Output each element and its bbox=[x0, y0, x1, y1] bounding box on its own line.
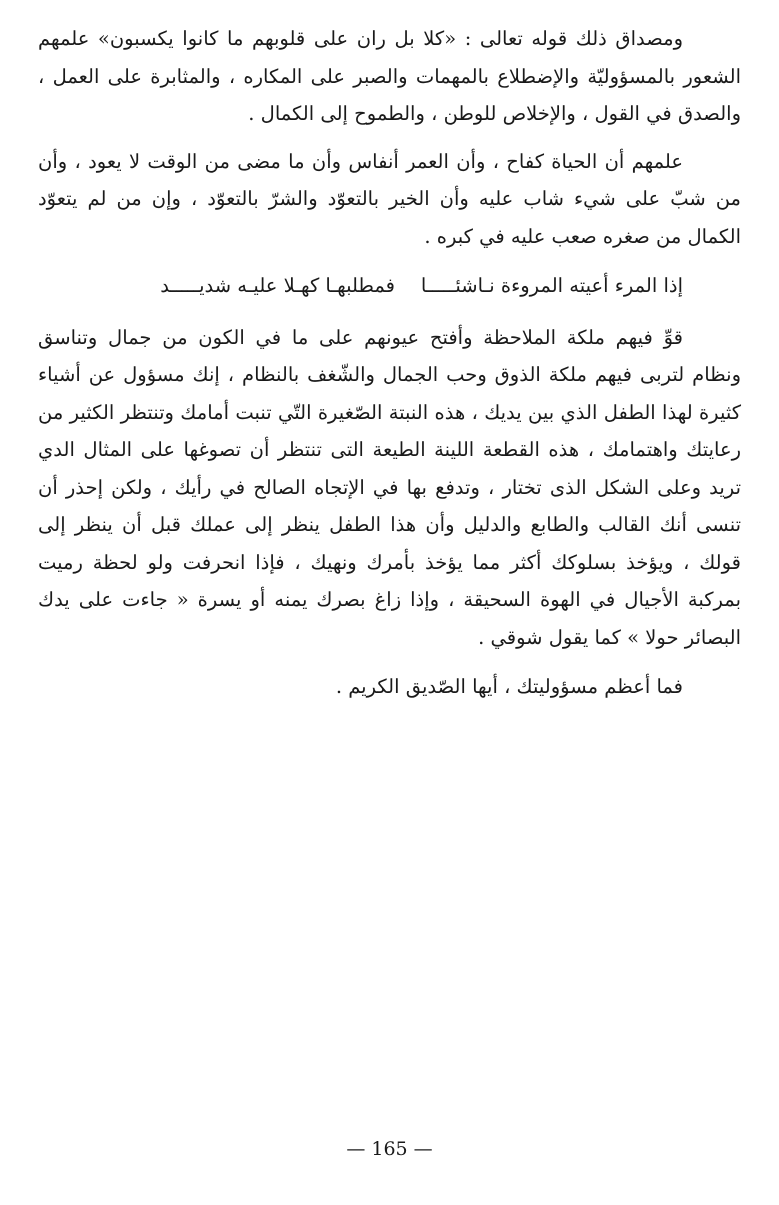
paragraph-1: ومصداق ذلك قوله تعالى : «كلا بل ران على قلوبهم ما كانوا يكسبون» علمهم الشعور بالمسؤوليّة والإضطلاع بالمهمات والصبر على المكاره ، والمثابرة على العمل ، والصدق في القول ، والإخلاص للوطن ، والطموح إلى الكمال . bbox=[38, 27, 741, 125]
page-number: — 165 — bbox=[346, 1138, 433, 1160]
paragraph-4: فما أعظم مسؤوليتك ، أيها الصّديق الكريم . bbox=[335, 675, 683, 698]
page-body bbox=[38, 20, 741, 706]
verse-line bbox=[38, 267, 683, 305]
verse-second-hemistich: فمطلبهـا كهـلا عليـه شديـــــد bbox=[160, 274, 395, 297]
verse-first-hemistich: إذا المرء أعيته المروءة نـاشئـــــا bbox=[420, 274, 683, 297]
paragraph-3: قوِّ فيهم ملكة الملاحظة وأفتح عيونهم على ما في الكون من جمال وتناسق ونظام لتربى فيهم ملكة الذوق وحب الجمال والشّغف بالنظام ، إنك مسؤول عن أشياء كثيرة لهذا الطفل الذي بين يديك ، هذه النبتة الصّغيرة التّي تنبت أمامك وتنتظر الكثير من رعايتك واهتمامك ، هذه القطعة اللينة الطيعة التى تنتظر أن تصوغها على المثال الدي تريد وعلى الشكل الذى تختار ، وتدفع بها في الإتجاه الصالح في رأيك ، ولكن إحذر أن تنسى أنك القالب والطابع والدليل وأن هذا الطفل ينظر إلى عملك قبل أن ينظر إلى قولك ، ويؤخذ بسلوكك أكثر مما يؤخذ بأمرك ونهيك ، فإذا انحرفت ولو لحظة رميت بمركبة الأجيال في الهوة السحيقة ، وإذا زاغ بصرك يمنه أو يسرة « جاءت على يدك البصائر حولا » كما يقول شوقي . bbox=[38, 325, 741, 649]
paragraph-2: علمهم أن الحياة كفاح ، وأن العمر أنفاس وأن ما مضى من الوقت لا يعود ، وأن من شبّ على شيء شاب عليه وأن الخير بالتعوّد والشرّ بالتعوّد ، وإن من لم يتعوّد الكمال من صغره صعب عليه في كبره . bbox=[38, 149, 741, 248]
